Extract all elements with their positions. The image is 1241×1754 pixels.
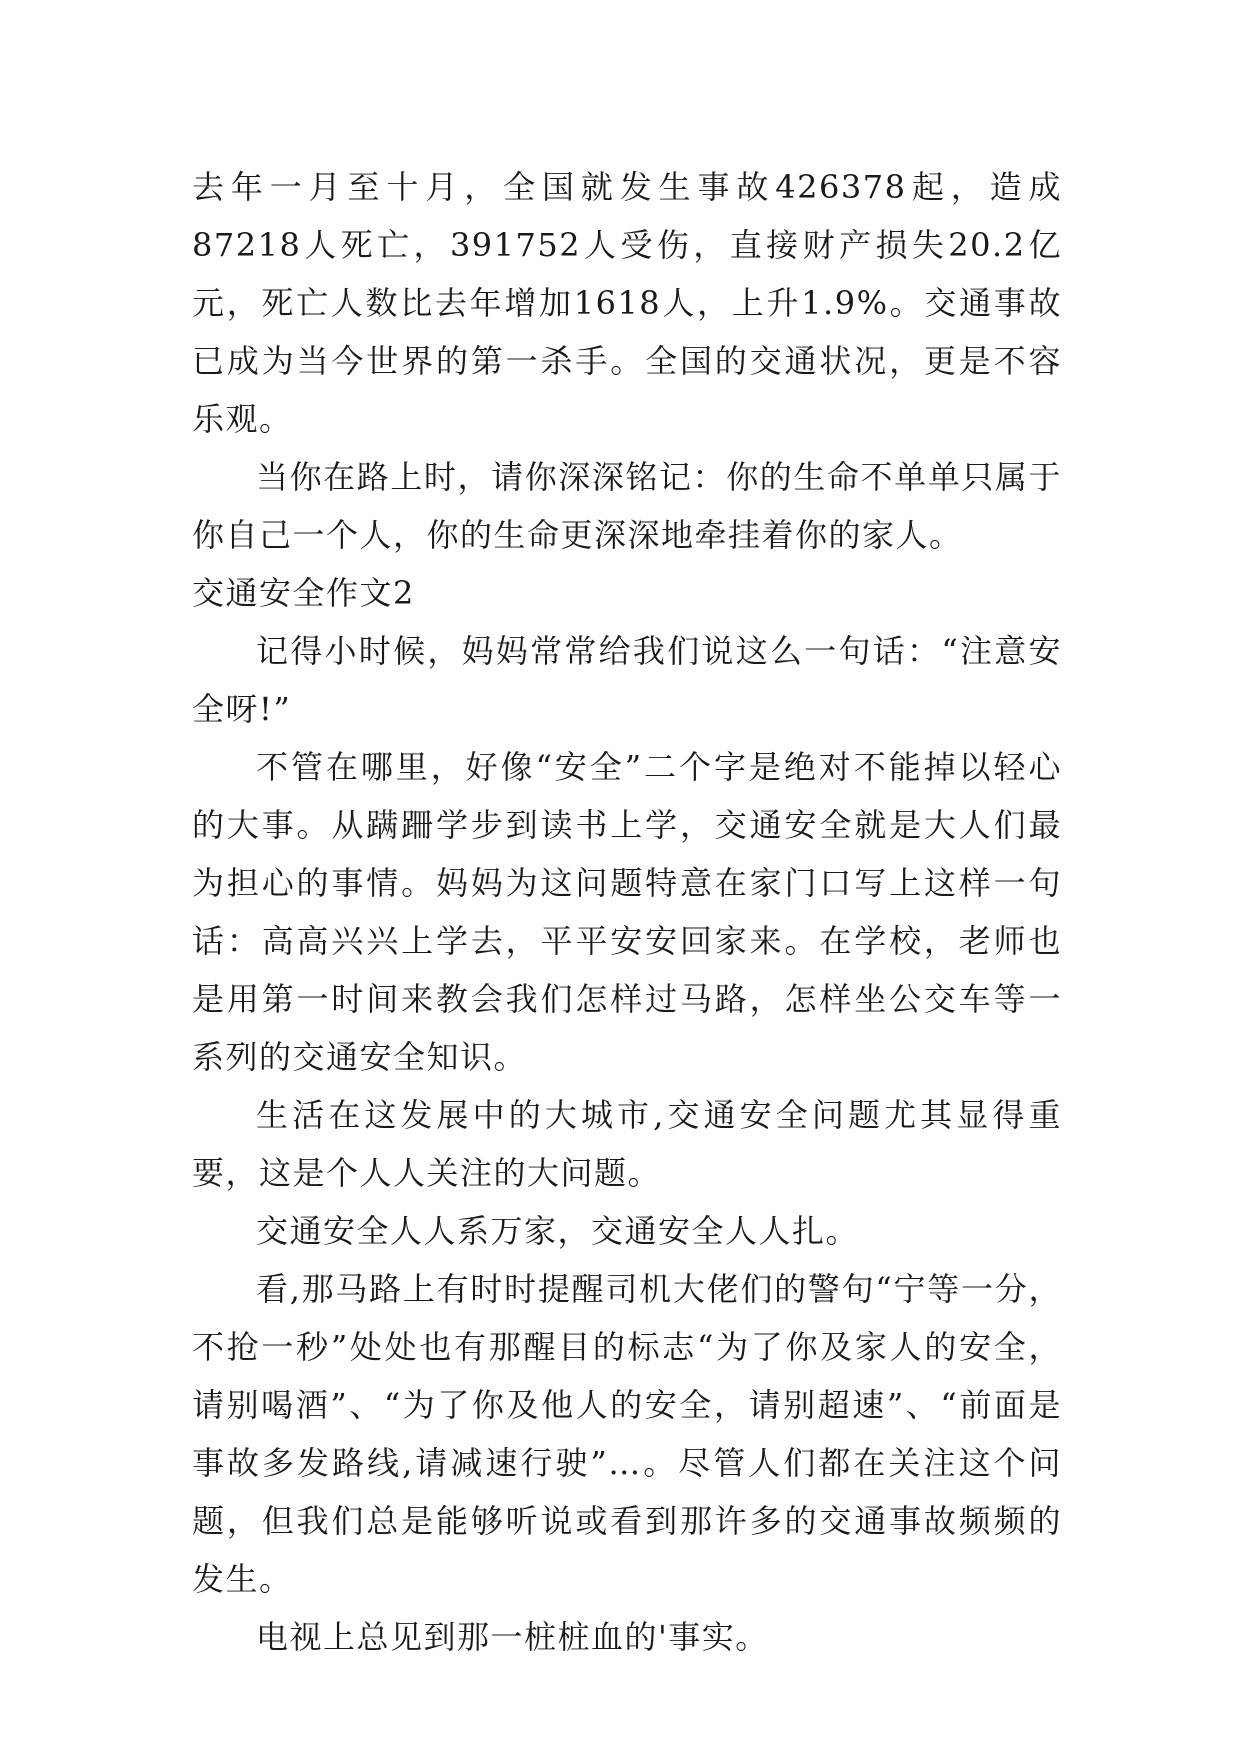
section-heading: 交通安全作文2 bbox=[192, 574, 415, 612]
paragraph: 不管在哪里，好像“安全”二个字是绝对不能掉以轻心的大事。从蹒跚学步到读书上学，交通安全就是大人们最为担心的事情。妈妈为这问题特意在家门口写上这样一句话：高高兴兴上学去，平平安安回家来。在学校，老师也是用第一时间来教会我们怎样过马路，怎样坐公交车等一系列的交通安全知识。 bbox=[192, 748, 1062, 1076]
paragraph: 当你在路上时，请你深深铭记：你的生命不单单只属于你自己一个人，你的生命更深深地牵挂着你的家人。 bbox=[192, 458, 1062, 554]
paragraph: 看,那马路上有时时提醒司机大佬们的警句“宁等一分，不抢一秒”处处也有那醒目的标志“为了你及家人的安全，请别喝酒”、“为了你及他人的安全，请别超速”、“前面是事故多发路线,请减速行驶”…。尽管人们都在关注这个问题，但我们总是能够听说或看到那许多的交通事故频频的发生。 bbox=[192, 1270, 1062, 1598]
paragraph: 生活在这发展中的大城市,交通安全问题尤其显得重要，这是个人人关注的大问题。 bbox=[192, 1096, 1062, 1192]
paragraph: 记得小时候，妈妈常常给我们说这么一句话：“注意安全呀!” bbox=[192, 632, 1062, 728]
document-body bbox=[192, 158, 1062, 1666]
paragraph: 电视上总见到那一桩桩血的'事实。 bbox=[256, 1618, 769, 1656]
paragraph: 去年一月至十月，全国就发生事故426378起，造成87218人死亡，391752人受伤，直接财产损失20.2亿元，死亡人数比去年增加1618人，上升1.9%。交通事故已成为当今世界的第一杀手。全国的交通状况，更是不容乐观。 bbox=[192, 168, 1062, 438]
paragraph: 交通安全人人系万家，交通安全人人扎。 bbox=[256, 1212, 860, 1250]
